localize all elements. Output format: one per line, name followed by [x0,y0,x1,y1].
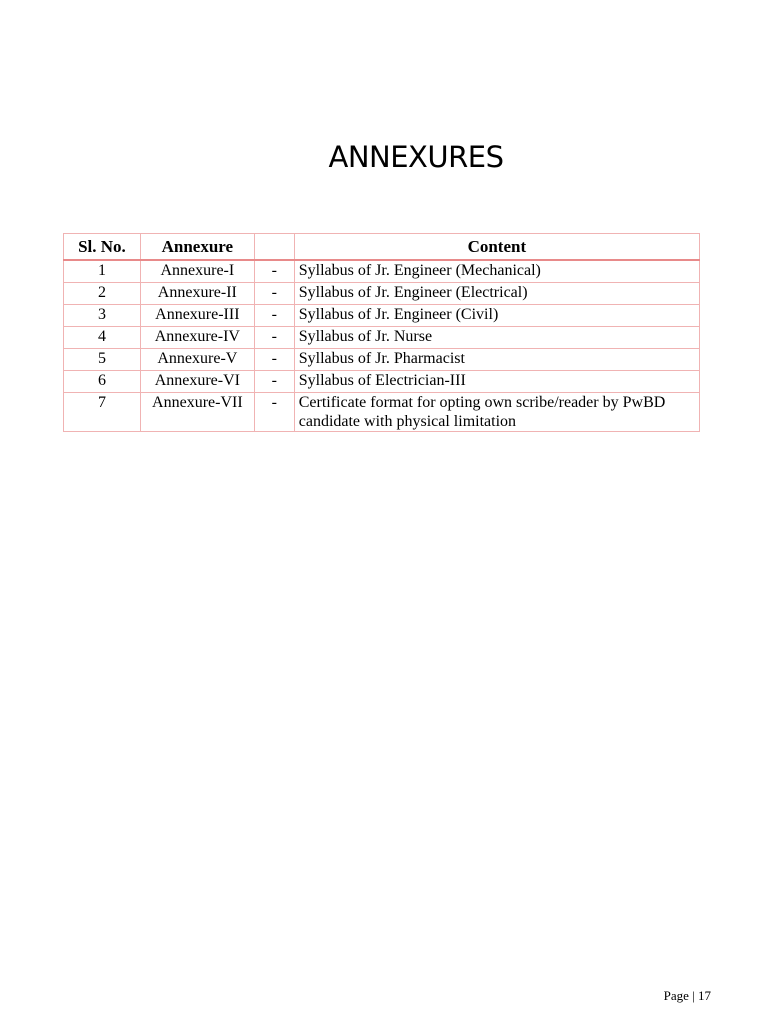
cell-content: Syllabus of Electrician-III [294,371,699,393]
table-row [64,349,700,371]
table-row [64,393,700,432]
cell-sl-no: 4 [64,327,141,349]
cell-content: Certificate format for opting own scribe/reader by PwBD candidate with physical limitation [294,393,699,432]
column-header-sl-no: Sl. No. [64,234,141,261]
cell-content: Syllabus of Jr. Engineer (Civil) [294,305,699,327]
cell-separator: - [254,305,294,327]
cell-annexure: Annexure-II [140,283,254,305]
table-row [64,283,700,305]
cell-content: Syllabus of Jr. Nurse [294,327,699,349]
cell-annexure: Annexure-VI [140,371,254,393]
cell-content: Syllabus of Jr. Engineer (Electrical) [294,283,699,305]
column-header-annexure: Annexure [140,234,254,261]
cell-sl-no: 7 [64,393,141,432]
table-row [64,371,700,393]
cell-content: Syllabus of Jr. Pharmacist [294,349,699,371]
page-number: Page | 17 [663,988,711,1003]
cell-separator: - [254,371,294,393]
cell-sl-no: 1 [64,260,141,283]
cell-annexure: Annexure-V [140,349,254,371]
column-header-content: Content [294,234,699,261]
cell-content: Syllabus of Jr. Engineer (Mechanical) [294,260,699,283]
cell-sl-no: 3 [64,305,141,327]
cell-sl-no: 6 [64,371,141,393]
cell-annexure: Annexure-I [140,260,254,283]
annexure-table [63,233,700,432]
column-header-separator [254,234,294,261]
table-row [64,260,700,283]
cell-annexure: Annexure-III [140,305,254,327]
cell-sl-no: 2 [64,283,141,305]
page-title: ANNEXURES [328,140,504,174]
table-row [64,327,700,349]
table-row [64,305,700,327]
cell-separator: - [254,283,294,305]
cell-sl-no: 5 [64,349,141,371]
cell-separator: - [254,260,294,283]
cell-annexure: Annexure-IV [140,327,254,349]
table-header-row [64,234,700,261]
cell-separator: - [254,327,294,349]
cell-separator: - [254,349,294,371]
cell-separator: - [254,393,294,432]
cell-annexure: Annexure-VII [140,393,254,432]
